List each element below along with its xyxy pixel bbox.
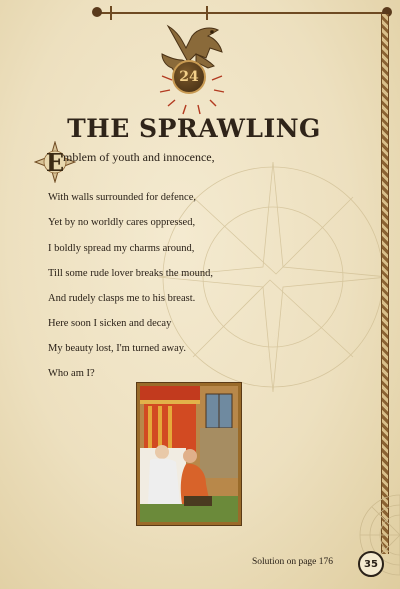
puzzle-number-badge: 24 (172, 60, 206, 94)
illustration-image (140, 386, 238, 522)
poem-first-line: mblem of youth and innocence, (63, 150, 215, 164)
solution-reference: Solution on page 176 (252, 557, 334, 567)
right-rope-border (378, 14, 390, 554)
poem-line: I boldly spread my charms around, (48, 243, 195, 254)
drop-cap-letter: E (45, 147, 65, 177)
poem-line: My beauty lost, I'm turned away. (48, 343, 186, 354)
poem-line: Here soon I sicken and decay (48, 318, 172, 329)
top-ornamental-rule (96, 10, 388, 16)
poem-line: Yet by no worldly cares oppressed, (48, 217, 196, 228)
poem-line: Till some rude lover breaks the mound, (48, 268, 213, 279)
poem-question: Who am I? (48, 368, 95, 379)
puzzle-title: THE SPRAWLING (67, 114, 321, 143)
poem-line: With walls surrounded for defence, (48, 192, 196, 203)
medieval-illustration (137, 383, 241, 525)
page-number: 35 (358, 551, 384, 577)
poem-line: And rudely clasps me to his breast. (48, 293, 196, 304)
rule-finial-left (92, 7, 102, 17)
